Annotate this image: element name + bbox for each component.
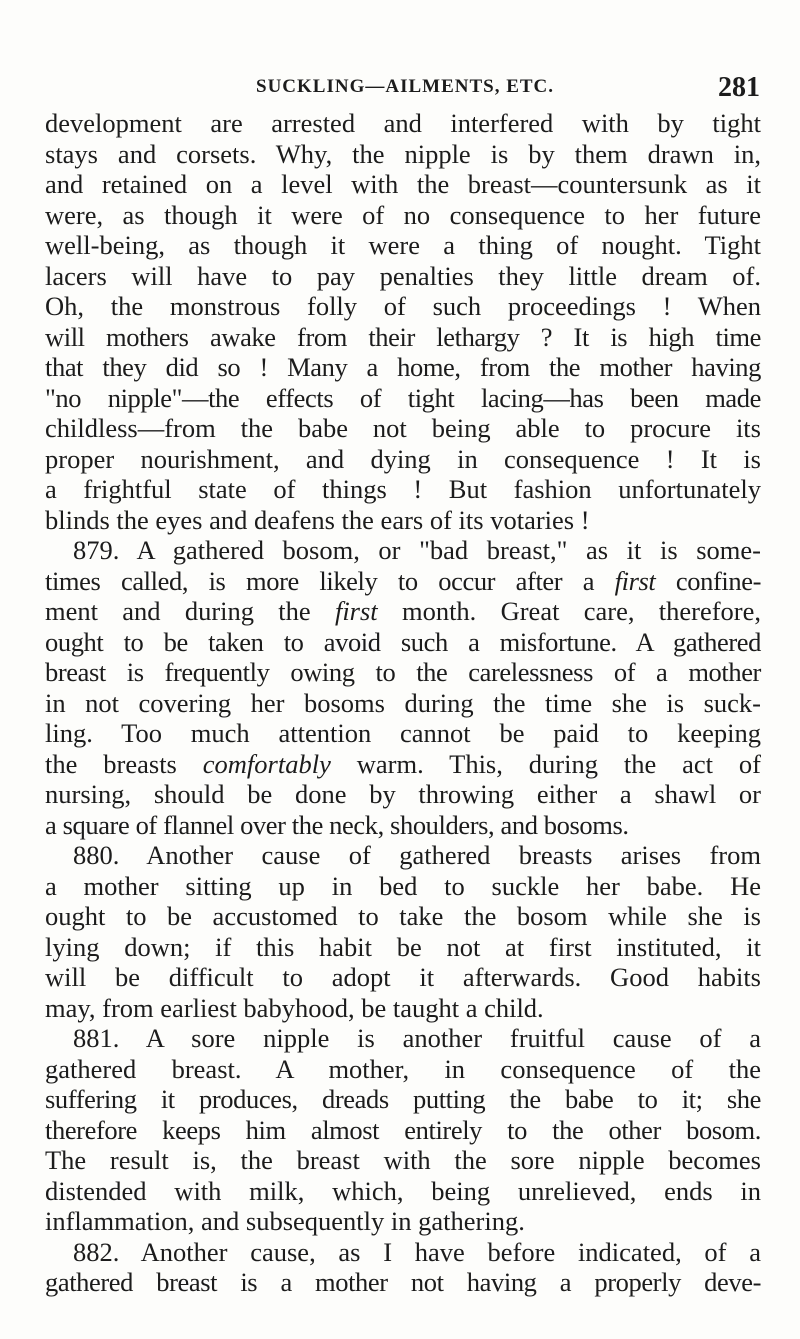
text-line-with-emphasis [45,749,761,780]
text-line: lying down; if this habit be not at first instituted, it [45,931,761,962]
text-line: a square of flannel over the neck, shoulders, and bosoms. [45,809,629,840]
text-line: lacers will have to pay penalties they little dream of. [45,260,761,291]
text-line-with-emphasis [45,596,761,627]
text-line: in not covering her bosoms during the time she is suck- [45,687,761,718]
text-line: a frightful state of things ! But fashion unfortunately [45,474,761,504]
text-line: blinds the eyes and deafens the ears of its votaries ! [45,504,590,535]
text-fragment: times called, is more likely to occur after a [45,565,615,596]
page-number: 281 [718,72,760,103]
text-line: inflammation, and subsequently in gathering. [45,1206,525,1236]
text-line: will be difficult to adopt it afterwards. Good habits [45,962,761,992]
text-line: gathered breast. A mother, in consequence of the [45,1053,761,1084]
text-line: Oh, the monstrous folly of such proceedings ! When [45,291,761,321]
running-head [0,72,800,106]
text-line: suffering it produces, dreads putting the babe to it; she [45,1084,761,1114]
text-line: childless—from the babe not being able to procure its [45,413,761,443]
text-line: and retained on a level with the breast—countersunk as it [45,169,761,199]
text-line: development are arrested and interfered with by tight [45,108,761,138]
text-line: ought to be accustomed to take the bosom while she is [45,901,761,931]
paragraph-882-start: 882. Another cause, as I have before indicated, of a [73,1236,761,1267]
text-fragment: the breasts [45,748,203,779]
emphasis-first: first [334,596,378,626]
text-fragment: confine- [655,565,761,596]
text-line: stays and corsets. Why, the nipple is by them drawn in, [45,138,761,169]
emphasis-first: first [614,565,656,596]
text-line: distended with milk, which, being unrelieved, ends in [45,1175,761,1206]
text-line: well-being, as though it were a thing of nought. Tight [45,230,761,260]
text-line-with-emphasis [45,566,761,597]
text-line: "no nipple"—the effects of tight lacing—has been made [45,382,761,413]
text-line: ought to be taken to avoid such a misfortune. A gathered [45,626,761,657]
text-line: gathered breast is a mother not having a properly deve- [45,1267,761,1297]
body-text [45,108,761,1298]
text-line: The result is, the breast with the sore nipple becomes [45,1145,761,1175]
paragraph-881-start: 881. A sore nipple is another fruitful cause of a [73,1023,761,1053]
text-line: may, from earliest babyhood, be taught a child. [45,992,544,1023]
text-line: that they did so ! Many a home, from the mother having [45,352,761,382]
text-line: nursing, should be done by throwing either a shawl or [45,779,761,809]
text-fragment: warm. This, during the act of [330,748,762,779]
text-line: will mothers awake from their lethargy ? It is high time [45,321,761,352]
text-line: a mother sitting up in bed to suckle her babe. He [45,870,761,901]
running-title: SUCKLING—AILMENTS, ETC. [256,76,555,97]
text-fragment: ment and during the [45,596,335,626]
text-line: were, as though it were of no consequence to her future [45,199,761,230]
paragraph-879-start: 879. A gathered bosom, or "bad breast," as it is some- [73,535,761,565]
text-fragment: month. Great care, therefore, [377,596,761,626]
text-line: ling. Too much attention cannot be paid to keeping [45,718,761,748]
emphasis-comfortably: comfortably [202,748,331,779]
paragraph-880-start: 880. Another cause of gathered breasts arises from [73,840,761,870]
text-line: proper nourishment, and dying in consequence ! It is [45,443,761,474]
text-line: breast is frequently owing to the carelessness of a mother [45,657,761,687]
text-line: therefore keeps him almost entirely to the other bosom. [45,1114,761,1145]
